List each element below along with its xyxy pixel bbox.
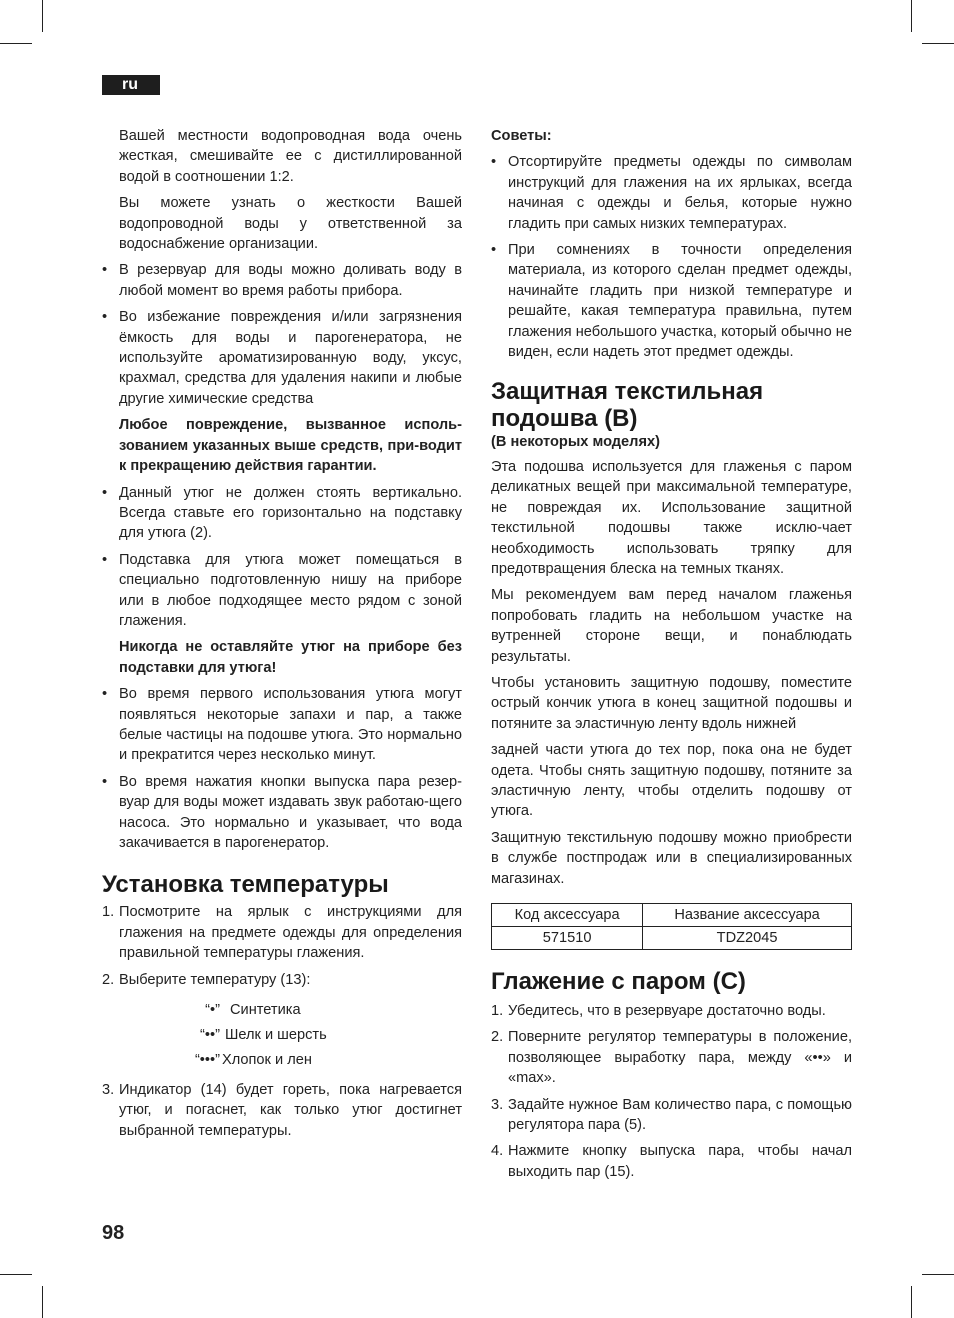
- dot-symbol: “•••”: [194, 1052, 220, 1069]
- list-item: 1. Посмотрите на ярлык с инструкциями для глажения на предмете одежды для определения правильной температуры глажения.: [102, 904, 462, 962]
- symbol-row: [102, 1025, 462, 1045]
- crop-mark: [0, 43, 32, 44]
- list-item: 2. Выберите температуру (13):: [102, 971, 311, 988]
- list-item: 3. Индикатор (14) будет гореть, пока нагревается утюг, и погаснет, как только утюг достигнет выбранной температуры.: [102, 1082, 462, 1139]
- numbered-list: [102, 902, 462, 990]
- section-heading-sole: Защитная текстильная подошва (B): [491, 378, 764, 433]
- table-header-cell: Код аксессуара: [492, 904, 643, 927]
- list-item: • Данный утюг не должен стоять вертикально. Всегда ставьте его горизонтально на подставку для утюга (2).: [102, 484, 462, 542]
- crop-mark: [42, 0, 43, 32]
- list-item: 3. Задайте нужное Вам количество пара, с помощью регулятора пара (5).: [491, 1096, 852, 1134]
- temperature-symbols: [102, 1000, 462, 1070]
- symbol-label: Шелк и шерсть: [225, 1027, 327, 1044]
- paragraph: Защитную текстильную подошву можно приобрести в службе постпродаж или в специализированных магазинах.: [491, 829, 852, 887]
- crop-mark: [922, 1274, 954, 1275]
- list-item: • Во избежание повреждения и/или загрязнения ёмкость для воды и парогенератора, не используйте ароматизированную воду, уксус, крахмал, средства для удаления накипи и любые другие химические средства: [102, 309, 462, 407]
- symbol-label: Синтетика: [230, 1002, 301, 1019]
- warning-text: Любое повреждение, вызванное исполь-зованием указанных выше средств, при-водит к прекращению действия гарантии.: [119, 417, 462, 475]
- list-item: • В резервуар для воды можно доливать воду в любой момент во время работы прибора.: [102, 262, 462, 299]
- table-header-row: [492, 904, 852, 927]
- paragraph: Мы рекомендуем вам перед началом глаженья попробовать гладить на небольшом участке на вутренней стороне вещи, и понаблюдать результаты.: [491, 587, 852, 665]
- crop-mark: [42, 1286, 43, 1318]
- paragraph: задней части утюга до тех пор, пока она не будет одета. Чтобы снять защитную подошву, потяните за эластичную ленту, чтобы отделить подошву от утюга.: [491, 742, 852, 820]
- bullet-list: [102, 684, 462, 853]
- table-cell: TDZ2045: [643, 927, 852, 950]
- crop-mark: [911, 0, 912, 32]
- page-number: 98: [102, 1222, 125, 1244]
- crop-mark: [0, 1274, 32, 1275]
- dot-symbol: “•”: [205, 1002, 220, 1019]
- right-column: [491, 126, 852, 1188]
- paragraph: Чтобы установить защитную подошву, поместите острый кончик утюга в конец защитной подошвы и потяните за эластичную ленту вдоль нижней: [491, 674, 852, 732]
- section-heading-steam: Глажение с паром (C): [491, 968, 746, 995]
- left-column: [102, 126, 462, 1147]
- paragraph: Эта подошва используется для глаженья с паром деликатных вещей при максимальной температуре, не повреждая их. Использование защитной текстильной подошвы также исклю-чает необходимость использовать тряпку для предотвращения блеска на темных тканях.: [491, 458, 852, 577]
- tips-heading: Советы:: [491, 128, 552, 144]
- numbered-list: [491, 1001, 852, 1182]
- list-item: 4. Нажмите кнопку выпуска пара, чтобы начал выходить пар (15).: [491, 1143, 852, 1180]
- list-item: 2. Поверните регулятор температуры в положение, позволяющее выработку пара, между «••» и «max».: [491, 1029, 852, 1087]
- crop-mark: [911, 1286, 912, 1318]
- crop-mark: [922, 43, 954, 44]
- warning-text: Никогда не оставляйте утюг на приборе без подставки для утюга!: [119, 639, 462, 676]
- table-row: [492, 927, 852, 950]
- list-item: 1. Убедитесь, что в резервуаре достаточно воды.: [491, 1003, 826, 1019]
- symbol-row: [102, 1000, 462, 1020]
- paragraph: Вы можете узнать о жесткости Вашей водопроводной воды у ответственной за водоснабжение организации.: [119, 195, 462, 253]
- dot-symbol: “••”: [200, 1027, 220, 1044]
- table-header-cell: Название аксессуара: [643, 904, 852, 927]
- accessory-table: [491, 903, 852, 950]
- list-item: • При сомнениях в точности определения материала, из которого сделан предмет одежды, начинайте гладить при низкой температуре и решайте, какая температура правильна, путем глажения небольшого участка, который обычно не виден, если надеть этот предмет одежды.: [491, 242, 852, 361]
- symbol-row: [102, 1050, 462, 1070]
- bullet-list: [491, 152, 852, 362]
- list-item: • Во время нажатия кнопки выпуска пара резер-вуар для воды может издавать звук работаю-щего насоса. Это нормально и указывает, что вода закачивается в парогенератор.: [102, 773, 462, 851]
- numbered-list: [102, 1080, 462, 1141]
- list-item: • Отсортируйте предметы одежды по символам инструкций для глажения на их ярлыках, всегда начиная с одежды и белья, которые нужно гладить при самых низких температурах.: [491, 154, 852, 232]
- bullet-list: [102, 483, 462, 632]
- list-item: • Подставка для утюга может помещаться в специально подготовленную нишу на приборе или в любое подходящее место рядом с зоной глажения.: [102, 551, 462, 629]
- language-tab: ru: [102, 75, 160, 95]
- list-item: • Во время первого использования утюга могут появляться некоторые запахи и пар, а также белые частицы на подошве утюга. Это нормально и прекратится через несколько минут.: [102, 686, 462, 764]
- section-subheading: (В некоторых моделях): [491, 434, 660, 451]
- table-cell: 571510: [492, 927, 643, 950]
- bullet-list: [102, 260, 462, 409]
- symbol-label: Хлопок и лен: [222, 1052, 312, 1069]
- paragraph: Вашей местности водопроводная вода очень жесткая, смешивайте ее с дистиллированной водой в соотношении 1:2.: [119, 128, 462, 185]
- section-heading-temperature: Установка температуры: [102, 871, 389, 899]
